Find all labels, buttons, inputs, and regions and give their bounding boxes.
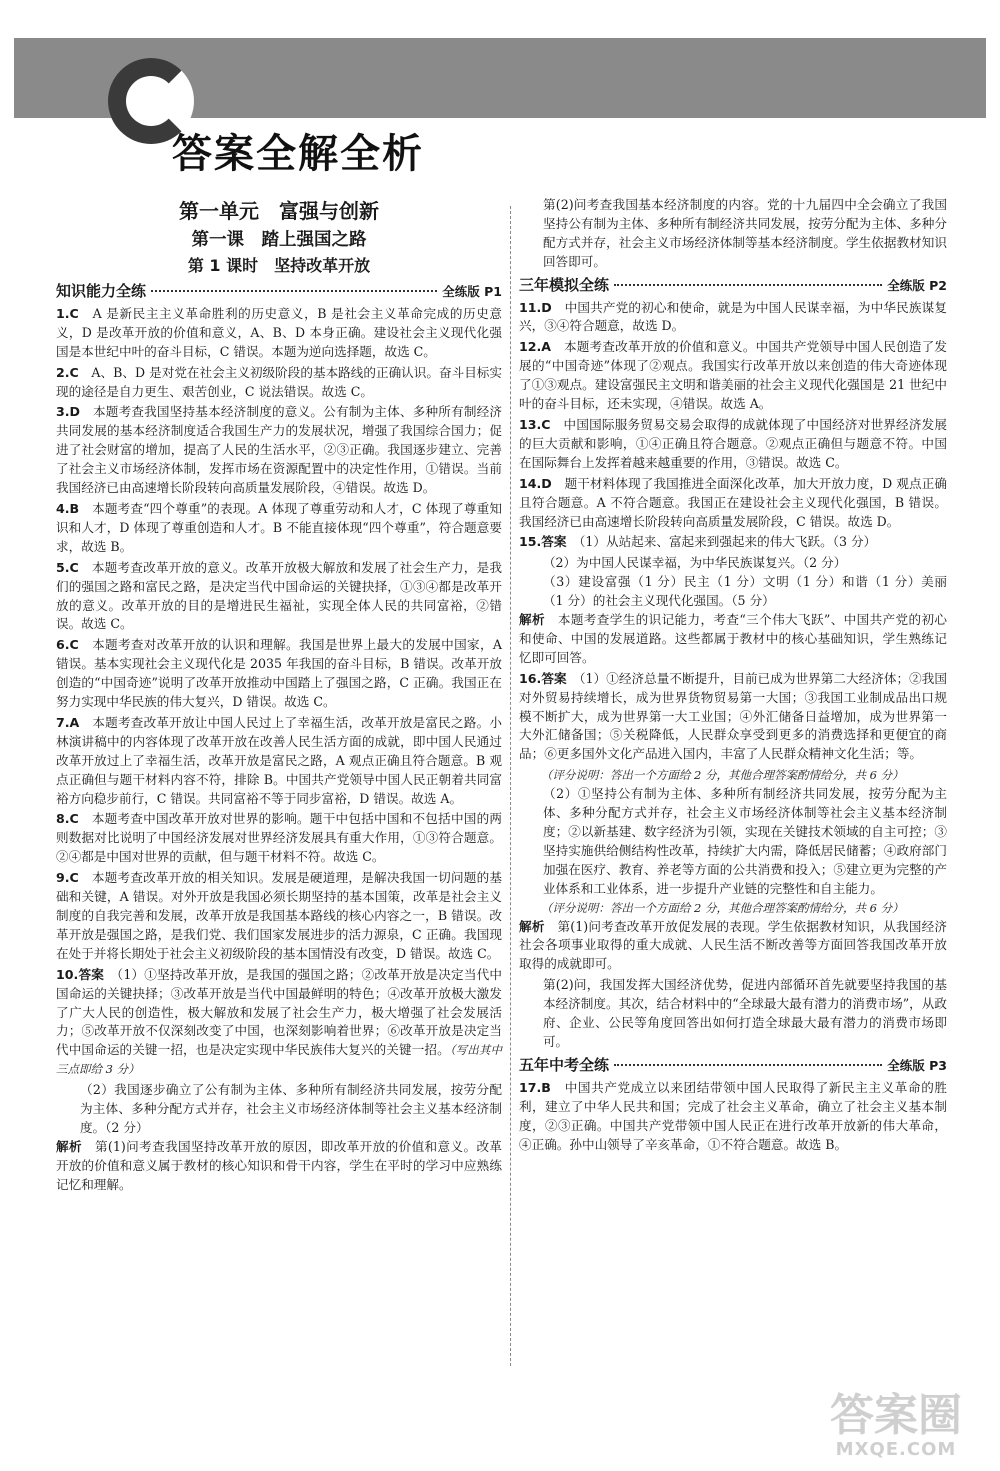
answer-text: 本题考查我国坚持基本经济制度的意义。公有制为主体、多种所有制经济共同发展的基本经济制度适合我国生产力的发展状况，增强了我国综合国力；促进了社会财富的增加，提高了人民的生活水平，②③正确。我国逐步建立、完善了社会主义市场经济体制，发挥市场在资源配置中的决定性作用，①错误。当前我国经济已由高速增长阶段转向高质量发展阶段，④错误。故选 D。 [56, 404, 503, 496]
analysis-continued: 第(2)问考查我国基本经济制度的内容。党的十九届四中全会确立了我国坚持公有制为主体、多种所有制经济共同发展，按劳分配为主体、多种分配方式并存，社会主义市场经济体制等基本经济制度。学生依据教材知识回答即可。 [542, 197, 947, 269]
watermark-logo: 答案圈 [830, 1390, 962, 1441]
answer-number: 17.B [519, 1079, 551, 1095]
answer-number: 10.答案 [56, 966, 105, 982]
answer-text: 中国国际服务贸易交易会取得的成就体现了中国经济对世界经济发展的巨大贡献和影响，①④正确且符合题意。②观点正确但与题意不符。中国在国际舞台上发挥着越来越重要的作用，③错误。故选 C。 [519, 416, 948, 470]
answer-number: 7.A [56, 714, 80, 730]
answer-item-16 [519, 670, 947, 765]
answer-text: 本题考查改革开放的意义。改革开放极大解放和发展了社会生产力，是我们的强国之路和富民之路，是决定当代中国命运的关键抉择，①③④都是改革开放的意义。改革开放的目的是增进民生福祉，实现全体人民的共同富裕，②错误。故选 C。 [56, 559, 503, 632]
answer-number: 12.A [519, 339, 552, 355]
answer-item [56, 714, 502, 809]
dotted-leader [614, 284, 882, 286]
section-header-five-year [519, 1056, 947, 1076]
answer-item [56, 403, 502, 498]
answer-text: 本题考查改革开放让中国人民过上了幸福生活，改革开放是富民之路。小林演讲稿中的内容体现了改革开放在改善人民生活方面的成就，即中国人民通过改革开放过上了幸福生活，改革开放是富民之路，A 观点正确且符合题意。B 观点正确但与题干材料内容不符，排除 B。中国共产党领导中国人民正朝着共同富裕方向稳步前行，C 错误。共同富裕不等于同步富裕，D 错误。故选 A。 [56, 714, 503, 806]
answer-item [519, 338, 947, 414]
answer-number: 9.C [56, 870, 79, 886]
answer-item [56, 636, 502, 712]
answer-item [56, 869, 502, 964]
answer-number: 14.D [519, 475, 552, 491]
scoring-note: （写出其中三点即给 3 分） [56, 1043, 503, 1077]
answer-part: （2）我国逐步确立了公有制为主体、多种所有制经济共同发展，按劳分配为主体、多种分配方式并存，社会主义市场经济体制等社会主义基本经济制度。（2 分） [79, 1082, 502, 1135]
answer-text: A、B、D 是对党在社会主义初级阶段的基本路线的正确认识。奋斗目标实现的途径是自力更生、艰苦创业，C 说法错误。故选 C。 [56, 364, 503, 399]
section-page-tag: 全练版 P2 [887, 277, 947, 293]
answer-item [519, 299, 947, 337]
answer-item [519, 416, 947, 473]
period-heading: 第 1 课时 坚持改革开放 [187, 256, 371, 275]
answer-number: 5.C [56, 559, 79, 575]
answer-item [56, 559, 502, 635]
left-column [56, 196, 502, 1197]
answer-part: （2）①坚持公有制为主体、多种所有制经济共同发展，按劳分配为主体、多种分配方式并存，社会主义市场经济体制等社会主义基本经济制度；②以新基建、数字经济为引领，实现在关键技术领域的自主可控；③坚持实施供给侧结构性改革，持续扩大内需，降低居民储蓄；④政府部门加强在医疗、教育、养老等方面的公共消费和投入；⑤建立更为完整的产业体系和工业体系，进一步提升产业链的完整性和自主能力。 [542, 786, 947, 896]
answer-number: 2.C [56, 364, 79, 380]
page-title: 答案全解全析 [172, 131, 424, 177]
section-page-tag: 全练版 P3 [887, 1057, 947, 1073]
answer-number: 8.C [56, 811, 79, 827]
dotted-leader [614, 1064, 882, 1066]
section-header-three-year [519, 276, 947, 296]
answer-text: 本题考查改革开放的相关知识。发展是硬道理，是解决我国一切问题的基础和关键，A 错误。对外开放是我国必须长期坚持的基本国策，改革是社会主义制度的自我完善和发展，改革开放是我国基本路线的核心内容之一，B 错误。改革开放是强国之路，是我们党、我们国家发展进步的活力源泉，C 正确。我国现在处于并将长期处于社会主义初级阶段的基本国情没有改变，D 错误。故选 C。 [56, 870, 503, 961]
section-page-tag: 全练版 P1 [442, 284, 502, 299]
answer-text: 本题考查中国改革开放对世界的影响。题干中包括中国和不包括中国的两则数据对比说明了中国经济发展对世界经济发展具有重大作用，①③符合题意。②④都是中国对世界的贡献，但与题干材料不符。故选 C。 [56, 811, 503, 865]
analysis-text: 第(1)问考查我国坚持改革开放的原因，即改革开放的价值和意义。改革开放的价值和意义属于教材的核心知识和骨干内容，学生在平时的学习中应熟练记忆和理解。 [56, 1138, 503, 1192]
answer-item [519, 1079, 947, 1155]
site-watermark [816, 1390, 976, 1460]
answer-text: 本题考查“四个尊重”的表现。A 体现了尊重劳动和人才，C 体现了尊重知识和人才，D 体现了尊重创造和人才。B 不能直接体现“四个尊重”，符合题意要求，故选 B。 [56, 500, 502, 554]
dotted-leader [151, 290, 437, 292]
answer-text: （1）①坚持改革开放，是我国的强国之路；②改革开放是决定当代中国命运的关键抉择；③改革开放是当代中国最鲜明的特色；④改革开放极大激发了广大人民的创造性，极大解放和发展了社会生产力，极大增强了社会发展活力；⑤改革开放不仅深刻改变了中国，也深刻影响着世界；⑥改革开放是决定当代中国命运的关键一招，也是决定实现中华民族伟大复兴的关键一招。 [56, 966, 502, 1058]
answer-item-10 [56, 966, 502, 1079]
answer-item [56, 810, 502, 867]
column-divider [510, 206, 511, 1366]
analysis-label: 解析 [56, 1138, 82, 1154]
section-title: 三年模拟全练 [519, 275, 610, 294]
answer-text: 中国共产党成立以来团结带领中国人民取得了新民主主义革命的胜利，建立了中华人民共和国；完成了社会主义革命，确立了社会主义基本制度，②③正确。中国共产党带领中国人民正在进行改革开放新的伟大革命，④正确。孙中山领导了辛亥革命，①不符合题意。故选 B。 [519, 1079, 948, 1152]
right-column [519, 196, 947, 1156]
answer-item [56, 305, 502, 362]
answer-number: 15.答案 [519, 534, 567, 550]
answer-part: （3）建设富强（1 分）民主（1 分）文明（1 分）和谐（1 分）美丽（1 分）的社会主义现代化强国。（5 分） [542, 574, 947, 609]
answer-number: 1.C [56, 305, 79, 321]
analysis-text: 第(2)问，我国发挥大国经济优势，促进内部循环首先就要坚持我国的基本经济制度。其次，结合材料中的“全球最大最有潜力的消费市场”，从政府、企业、公民等角度回答出如何打造全球最大最有潜力的消费市场即可。 [542, 977, 947, 1049]
answer-item-15 [519, 533, 947, 552]
scoring-note: （评分说明：答出一个方面给 2 分，其他合理答案酌情给分，共 6 分） [540, 768, 904, 783]
answer-text: （1）①经济总量不断提升，目前已成为世界第二大经济体；②我国对外贸易持续增长，成为世界货物贸易第一大国；③我国工业制成品出口规模不断扩大，成为世界第一大工业国；④外汇储备日益增加，成为世界第一大外汇储备国；⑤关税降低，人民群众享受到更多的消费选择和更便宜的商品；⑥更多国外文化产品进入国内，丰富了人民群众精神文化生活；等。 [519, 670, 948, 762]
answer-text: 题干材料体现了我国推进全面深化改革，加大开放力度，D 观点正确且符合题意。A 不符合题意。我国正在建设社会主义现代化强国，B 错误。我国经济已由高速增长阶段转向高质量发展阶段，C 错误。故选 D。 [519, 475, 947, 529]
analysis-label: 解析 [519, 918, 545, 934]
answer-part: （2）为中国人民谋幸福，为中华民族谋复兴。（2 分） [542, 555, 847, 571]
scoring-note: （评分说明：答出一个方面给 2 分，其他合理答案酌情给分，共 6 分） [540, 900, 904, 915]
answer-number: 11.D [519, 299, 552, 315]
answer-text: 中国共产党的初心和使命，就是为中国人民谋幸福，为中华民族谋复兴，③④符合题意，故选 D。 [519, 299, 948, 334]
answer-text: 本题考查改革开放的价值和意义。中国共产党领导中国人民创造了发展的“中国奇迹”体现了②观点。我国实行改革开放以来创造的伟大奇迹体现了①③观点。建设富强民主文明和谐美丽的社会主义现代化强国是 21 世纪中叶的奋斗目标，还未实现，④错误。故选 A。 [519, 339, 948, 412]
answer-item [519, 475, 947, 532]
analysis [56, 1138, 502, 1195]
lesson-heading: 第一课 踏上强国之路 [191, 230, 367, 250]
analysis-label: 解析 [519, 612, 545, 628]
analysis-text: 本题考查学生的识记能力，考查“三个伟大飞跃”、中国共产党的初心和使命、中国的发展道路。这些都属于教材中的核心基础知识，学生熟练记忆即可回答。 [519, 612, 947, 665]
answer-number: 16.答案 [519, 670, 567, 686]
answer-text: 本题考查对改革开放的认识和理解。我国是世界上最大的发展中国家，A 错误。基本实现社会主义现代化是 2035 年我国的奋斗目标，B 错误。改革开放创造的“中国奇迹”说明了改革开放推动中国踏上了强国之路，C 正确。我国正在努力实现中华民族的伟大复兴，D 错误。故选 C。 [56, 637, 503, 710]
unit-heading: 第一单元 富强与创新 [179, 199, 379, 223]
analysis [519, 918, 947, 975]
answer-text: （1）从站起来、富起来到强起来的伟大飞跃。（3 分） [579, 534, 877, 550]
answer-item [56, 500, 502, 557]
answer-number: 4.B [56, 500, 80, 516]
answer-number: 13.C [519, 416, 551, 432]
answer-text: A 是新民主主义革命胜利的历史意义，B 是社会主义革命完成的历史意义，D 是改革开放的价值和意义，A、B、D 本身正确。建设社会主义现代化强国是本世纪中叶的奋斗目标，C 错误。本题为逆向选择题，故选 C。 [56, 305, 503, 359]
section-title: 知识能力全练 [56, 282, 147, 300]
analysis-text: 第(1)问考查改革开放促发展的表现。学生依据教材知识，从我国经济社会各项事业取得的重大成就、人民生活不断改善等方面回答我国改革开放取得的成就即可。 [519, 918, 948, 972]
section-title: 五年中考全练 [519, 1055, 610, 1074]
answer-number: 3.D [56, 404, 81, 420]
section-header-knowledge [56, 282, 502, 302]
answer-item [56, 364, 502, 402]
answer-number: 6.C [56, 637, 79, 653]
watermark-url: MXQE.COM [835, 1439, 957, 1460]
analysis [519, 611, 947, 668]
